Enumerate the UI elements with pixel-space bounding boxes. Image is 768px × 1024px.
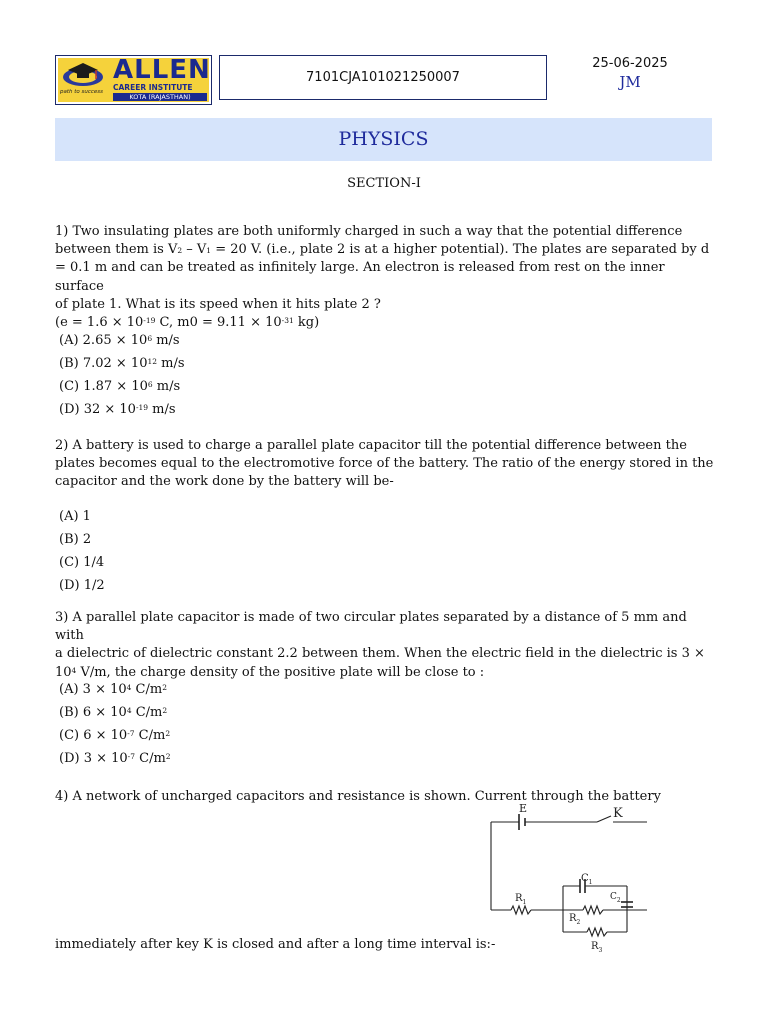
question-line xyxy=(55,609,715,645)
svg-text:R3 xyxy=(591,941,603,954)
superscript: 4 xyxy=(71,665,77,675)
superscript: 6 xyxy=(147,380,153,389)
superscript: 2 xyxy=(162,683,167,692)
superscript: 6 xyxy=(147,334,153,343)
logo-brand: ALLEN xyxy=(113,55,211,85)
section-title: SECTION-I xyxy=(347,176,421,191)
superscript: -7 xyxy=(127,729,135,738)
superscript: -7 xyxy=(127,752,135,761)
text-run: (B) 2 xyxy=(59,532,92,547)
answer-option[interactable] xyxy=(59,727,459,750)
text-run: between them is V xyxy=(55,242,178,258)
text-run: (D) 1/2 xyxy=(59,578,105,593)
question-3-options xyxy=(59,681,459,773)
text-run: C/m xyxy=(134,751,166,766)
label-key: K xyxy=(613,806,623,821)
question-1 xyxy=(55,223,715,332)
text-run: = 20 V. (i.e., plate 2 is at a higher potential). The plates are separated by d xyxy=(211,242,710,258)
svg-text:R1 xyxy=(515,893,526,906)
text-run: 1) Two insulating plates are both uniformly charged in such a way that the potential difference xyxy=(55,224,683,239)
superscript: -19 xyxy=(143,316,156,326)
text-run: C/m xyxy=(131,682,163,697)
question-line xyxy=(55,664,715,682)
question-line xyxy=(55,437,715,455)
text-run: (B) 6 × 10 xyxy=(59,705,127,720)
subscript: 1 xyxy=(206,246,212,256)
question-2-options xyxy=(59,508,459,600)
question-line xyxy=(55,455,715,473)
label-r3: R xyxy=(591,941,599,952)
question-line xyxy=(55,241,715,259)
text-run: m/s xyxy=(148,402,176,417)
text-run: – V xyxy=(182,242,207,258)
question-4-continuation: immediately after key K is closed and after a long time interval is:- xyxy=(55,937,496,952)
text-run: (A) 3 × 10 xyxy=(59,682,127,697)
label-r1-sub: 1 xyxy=(522,899,527,906)
answer-option[interactable] xyxy=(59,508,459,531)
superscript: 2 xyxy=(165,752,171,761)
text-run: C, m0 = 9.11 × 10 xyxy=(155,315,282,331)
text-run: (A) 2.65 × 10 xyxy=(59,333,148,348)
text-run: kg) xyxy=(293,315,320,331)
label-c1-sub: 1 xyxy=(588,879,593,886)
text-run: C/m xyxy=(131,705,163,720)
capacitor-network-figure xyxy=(487,800,652,955)
subscript: 2 xyxy=(177,246,183,256)
text-run: 10 xyxy=(55,664,72,680)
question-line xyxy=(55,223,715,241)
question-line xyxy=(55,259,715,295)
answer-option[interactable] xyxy=(59,332,459,355)
label-r2-sub: 2 xyxy=(576,919,581,926)
superscript: -19 xyxy=(135,403,149,412)
text-run: 3) A parallel plate capacitor is made of two circular plates separated by a distance of 5 mm and with xyxy=(55,610,687,644)
text-run: = 0.1 m and can be treated as infinitely large. An electron is released from rest on the inner surface xyxy=(55,260,665,294)
text-run: (C) 6 × 10 xyxy=(59,728,128,743)
question-line xyxy=(55,645,715,663)
text-run: 2) A battery is used to charge a parallel plate capacitor till the potential difference between the xyxy=(55,438,687,453)
text-run: C/m xyxy=(134,728,166,743)
superscript: 4 xyxy=(126,706,132,715)
question-2 xyxy=(55,437,715,492)
label-c2: C xyxy=(610,892,617,902)
question-3 xyxy=(55,609,715,682)
label-r3-sub: 3 xyxy=(598,947,603,954)
answer-option[interactable] xyxy=(59,531,459,554)
exam-date: 25-06-2025 xyxy=(592,56,668,71)
answer-option[interactable] xyxy=(59,401,459,424)
superscript: 12 xyxy=(147,357,158,366)
text-run: (A) 1 xyxy=(59,509,91,524)
text-run: plates becomes equal to the electromotive force of the battery. The ratio of the energy stored in the xyxy=(55,456,714,472)
graduation-cap-icon xyxy=(60,60,106,88)
answer-option[interactable] xyxy=(59,750,459,773)
svg-text:C1 xyxy=(581,873,592,886)
text-run: 4) A network of uncharged capacitors and resistance is shown. Current through the battery xyxy=(55,789,661,804)
text-run: m/s xyxy=(152,379,181,394)
text-run: of plate 1. What is its speed when it hits plate 2 ? xyxy=(55,296,381,312)
answer-option[interactable] xyxy=(59,355,459,378)
text-run: m/s xyxy=(157,356,185,371)
logo-tagline: path to success xyxy=(60,89,104,95)
question-line xyxy=(55,314,715,332)
superscript: 4 xyxy=(126,683,132,692)
text-run: a dielectric of dielectric constant 2.2 between them. When the electric field in the dielectric is 3 × xyxy=(55,646,705,662)
answer-option[interactable] xyxy=(59,378,459,401)
answer-option[interactable] xyxy=(59,704,459,727)
superscript: -31 xyxy=(281,316,294,326)
answer-option[interactable] xyxy=(59,577,459,600)
allen-logo xyxy=(55,55,212,105)
text-run: V/m, the charge density of the positive plate will be close to : xyxy=(76,664,485,680)
superscript: 2 xyxy=(165,729,171,738)
label-r2: R xyxy=(569,913,577,924)
svg-text:R2 xyxy=(569,913,581,926)
answer-option[interactable] xyxy=(59,554,459,577)
text-run: capacitor and the work done by the battery will be- xyxy=(55,474,394,490)
logo-city: KOTA (RAJASTHAN) xyxy=(113,93,207,101)
text-run: (B) 7.02 × 10 xyxy=(59,356,148,371)
question-line xyxy=(55,473,715,491)
text-run: (D) 32 × 10 xyxy=(59,402,136,417)
label-c2-sub: 2 xyxy=(616,897,621,904)
text-run: (e = 1.6 × 10 xyxy=(55,315,144,331)
text-run: (D) 3 × 10 xyxy=(59,751,128,766)
subject-title: PHYSICS xyxy=(55,118,712,161)
label-c1: C xyxy=(581,873,589,884)
text-run: m/s xyxy=(152,333,180,348)
paper-code: 7101CJA101021250007 xyxy=(219,55,547,100)
svg-text:C2 xyxy=(610,892,621,904)
text-run: (C) 1.87 × 10 xyxy=(59,379,148,394)
answer-option[interactable] xyxy=(59,681,459,704)
text-run: (C) 1/4 xyxy=(59,555,105,570)
superscript: 2 xyxy=(162,706,168,715)
label-r1: R xyxy=(515,893,523,904)
logo-subtitle: CAREER INSTITUTE xyxy=(113,83,193,92)
stream-label: JM xyxy=(619,73,641,91)
label-emf: E xyxy=(519,802,528,815)
question-1-options xyxy=(59,332,459,424)
question-line xyxy=(55,296,715,314)
